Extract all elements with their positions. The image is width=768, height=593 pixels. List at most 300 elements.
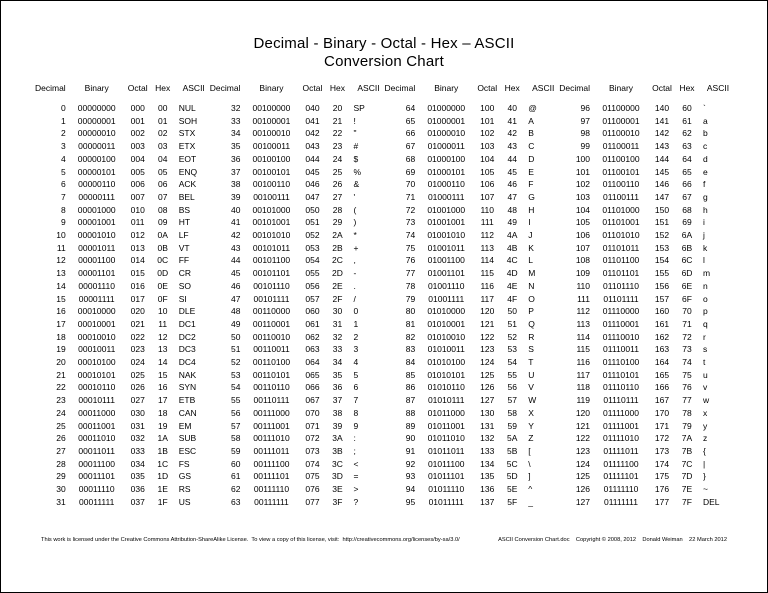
- ascii-cell: %: [353, 166, 362, 177]
- octal-cell: 173: [654, 445, 670, 456]
- chart-row: [385, 343, 559, 356]
- ascii-cell: 5: [353, 369, 359, 380]
- ascii-cell: A: [528, 115, 534, 126]
- chart-row: [559, 102, 733, 115]
- chart-row: [210, 140, 384, 153]
- ascii-cell: `: [703, 103, 706, 113]
- decimal-cell: 58: [231, 433, 241, 444]
- decimal-cell: 62: [231, 484, 241, 495]
- chart-row: [385, 356, 559, 369]
- binary-cell: 01100101: [602, 166, 640, 177]
- octal-cell: 111: [480, 217, 494, 228]
- decimal-cell: 47: [231, 293, 241, 304]
- decimal-cell: 88: [405, 407, 416, 418]
- chart-row: [35, 242, 209, 255]
- ascii-cell: ESC: [178, 445, 197, 456]
- hex-cell: 69: [682, 217, 692, 228]
- hex-cell: 4A: [507, 230, 518, 241]
- chart-row: [559, 293, 733, 306]
- binary-cell: 01101000: [602, 204, 640, 215]
- chart-row: [385, 242, 559, 255]
- ascii-cell: p: [703, 306, 708, 317]
- hex-cell: 19: [157, 420, 168, 431]
- decimal-cell: 117: [576, 369, 590, 380]
- binary-cell: 01111000: [603, 407, 639, 418]
- ascii-cell: i: [703, 217, 705, 228]
- binary-cell: 01000010: [427, 128, 466, 139]
- decimal-cell: 66: [405, 128, 416, 139]
- octal-cell: 070: [305, 407, 320, 418]
- hex-cell: 1A: [157, 433, 168, 444]
- chart-row: [385, 394, 559, 407]
- chart-row: [35, 140, 209, 153]
- chart-row: [210, 381, 384, 394]
- hex-cell: 31: [332, 318, 343, 329]
- chart-row: [35, 420, 209, 433]
- hex-cell: 59: [507, 420, 517, 431]
- ascii-cell: X: [528, 407, 534, 418]
- ascii-cell: ETX: [178, 141, 196, 152]
- hex-cell: 50: [507, 306, 517, 317]
- hex-cell: 49: [507, 217, 517, 228]
- chart-row: [559, 140, 733, 153]
- chart-group-64-95: [385, 83, 559, 509]
- hex-cell: 05: [157, 166, 168, 177]
- octal-cell: 165: [654, 369, 670, 380]
- chart-row: [35, 204, 209, 217]
- col-header-octal: Octal: [302, 83, 323, 93]
- decimal-cell: 20: [56, 357, 66, 368]
- decimal-cell: 45: [231, 268, 241, 279]
- chart-row: [559, 254, 733, 267]
- decimal-cell: 114: [576, 331, 590, 342]
- ascii-cell: EOT: [178, 153, 197, 164]
- decimal-cell: 102: [575, 179, 590, 190]
- decimal-cell: 126: [575, 484, 590, 495]
- binary-cell: 01001001: [427, 217, 466, 228]
- decimal-cell: 21: [56, 369, 66, 380]
- binary-cell: 00010001: [77, 318, 116, 329]
- binary-cell: 01110101: [602, 369, 640, 380]
- decimal-cell: 15: [56, 293, 66, 304]
- ascii-cell: J: [528, 230, 533, 241]
- chart-row: [559, 153, 733, 166]
- binary-cell: 00111101: [253, 471, 290, 482]
- hex-cell: 16: [157, 382, 168, 393]
- octal-cell: 103: [480, 141, 495, 152]
- octal-cell: 136: [480, 484, 495, 495]
- decimal-cell: 5: [60, 166, 66, 177]
- chart-row: [210, 496, 384, 509]
- binary-cell: 01111100: [603, 458, 639, 469]
- ascii-cell: a: [703, 115, 708, 126]
- octal-cell: 052: [305, 230, 320, 241]
- chart-row: [559, 280, 733, 293]
- chart-row: [35, 102, 209, 115]
- octal-cell: 145: [654, 166, 670, 177]
- ascii-cell: DLE: [178, 306, 196, 317]
- octal-cell: 027: [130, 395, 145, 406]
- binary-cell: 00101001: [252, 217, 291, 228]
- octal-cell: 041: [305, 115, 320, 126]
- hex-cell: 29: [332, 217, 343, 228]
- decimal-cell: 123: [575, 445, 590, 456]
- octal-cell: 016: [130, 280, 145, 291]
- chart-row: [35, 470, 209, 483]
- octal-cell: 021: [130, 318, 145, 329]
- ascii-cell: BEL: [178, 191, 195, 202]
- ascii-cell: STX: [178, 128, 196, 139]
- octal-cell: 163: [654, 344, 670, 355]
- octal-cell: 120: [480, 306, 495, 317]
- ascii-cell: ETB: [178, 395, 196, 406]
- chart-row: [559, 483, 733, 496]
- decimal-cell: 31: [56, 496, 66, 507]
- decimal-cell: 41: [231, 217, 241, 228]
- hex-cell: 1D: [157, 471, 169, 482]
- octal-cell: 102: [480, 128, 495, 139]
- hex-cell: 21: [332, 115, 343, 126]
- chart-row: [559, 166, 733, 179]
- chart-row: [385, 432, 559, 445]
- hex-cell: 48: [507, 204, 517, 215]
- decimal-cell: 49: [231, 318, 241, 329]
- col-header-octal: Octal: [127, 83, 148, 93]
- chart-row: [210, 178, 384, 191]
- octal-cell: 126: [480, 382, 495, 393]
- decimal-cell: 81: [405, 318, 416, 329]
- binary-cell: 01010101: [427, 369, 466, 380]
- hex-cell: 03: [157, 141, 168, 152]
- chart-row: [35, 331, 209, 344]
- hex-cell: 60: [682, 103, 692, 113]
- chart-row: [35, 153, 209, 166]
- binary-cell: 01111010: [603, 433, 639, 444]
- chart-row: [385, 140, 559, 153]
- decimal-cell: 67: [405, 141, 416, 152]
- ascii-cell: ,: [353, 255, 356, 266]
- binary-cell: 01101010: [602, 230, 640, 241]
- chart-row: [210, 432, 384, 445]
- octal-cell: 006: [130, 179, 145, 190]
- chart-row: [35, 178, 209, 191]
- chart-row: [210, 407, 384, 420]
- decimal-cell: 34: [231, 128, 241, 139]
- octal-cell: 174: [654, 458, 670, 469]
- binary-cell: 00011011: [78, 445, 115, 456]
- chart-row: [559, 305, 733, 318]
- hex-cell: 06: [157, 179, 168, 190]
- decimal-cell: 70: [405, 179, 416, 190]
- hex-cell: 78: [682, 407, 692, 418]
- binary-cell: 00010100: [77, 357, 116, 368]
- binary-cell: 00100100: [252, 153, 291, 164]
- decimal-cell: 73: [405, 217, 416, 228]
- octal-cell: 077: [305, 496, 320, 507]
- chart-row: [210, 343, 384, 356]
- binary-cell: 01000110: [427, 179, 465, 190]
- ascii-cell: G: [528, 191, 535, 202]
- hex-cell: 1E: [157, 484, 168, 495]
- decimal-cell: 97: [580, 115, 590, 126]
- ascii-cell: 3: [353, 344, 359, 355]
- binary-cell: 01011001: [427, 420, 465, 431]
- ascii-cell: *: [353, 230, 357, 241]
- hex-cell: 0B: [157, 242, 168, 253]
- hex-cell: 46: [507, 179, 517, 190]
- decimal-cell: 78: [405, 280, 416, 291]
- hex-cell: 1C: [157, 458, 169, 469]
- binary-cell: 00000100: [77, 153, 116, 164]
- decimal-cell: 116: [576, 357, 590, 368]
- octal-cell: 040: [305, 103, 320, 113]
- binary-cell: 00100110: [252, 179, 291, 190]
- octal-cell: 152: [654, 230, 670, 241]
- decimal-cell: 109: [575, 268, 590, 279]
- octal-cell: 010: [130, 204, 145, 215]
- ascii-cell: FS: [178, 458, 190, 469]
- binary-cell: 00110001: [252, 318, 291, 329]
- hex-cell: 6D: [681, 268, 693, 279]
- hex-cell: 7D: [681, 471, 693, 482]
- octal-cell: 160: [654, 306, 670, 317]
- ascii-cell: 0: [353, 306, 359, 317]
- octal-cell: 170: [654, 407, 670, 418]
- ascii-cell: DC2: [178, 331, 196, 342]
- ascii-cell: E: [528, 166, 534, 177]
- decimal-cell: 46: [231, 280, 241, 291]
- octal-cell: 122: [480, 331, 495, 342]
- title-line-2: Conversion Chart: [324, 53, 444, 70]
- chart-row: [559, 343, 733, 356]
- hex-cell: 73: [682, 344, 692, 355]
- col-header-decimal: Decimal: [384, 83, 416, 93]
- ascii-cell: SYN: [178, 382, 197, 393]
- ascii-cell: ]: [528, 471, 531, 482]
- decimal-cell: 10: [56, 230, 66, 241]
- decimal-cell: 106: [575, 230, 590, 241]
- decimal-cell: 93: [405, 471, 416, 482]
- octal-cell: 121: [480, 318, 495, 329]
- ascii-cell: d: [703, 153, 708, 164]
- decimal-cell: 65: [405, 115, 416, 126]
- binary-cell: 01001010: [427, 230, 466, 241]
- hex-cell: 79: [682, 420, 692, 431]
- octal-cell: 073: [305, 445, 320, 456]
- hex-cell: 7E: [681, 484, 693, 495]
- hex-cell: 70: [682, 306, 692, 317]
- ascii-cell: |: [703, 458, 706, 469]
- octal-cell: 135: [480, 471, 495, 482]
- chart-row: [559, 216, 733, 229]
- octal-cell: 142: [654, 128, 670, 139]
- decimal-cell: 60: [231, 458, 241, 469]
- chart-row: [210, 166, 384, 179]
- ascii-cell: 1: [353, 318, 359, 329]
- hex-cell: 64: [682, 153, 692, 164]
- ascii-cell: @: [528, 103, 537, 113]
- chart-group-32-63: [210, 83, 384, 509]
- ascii-cell: O: [528, 293, 535, 304]
- chart-row: [559, 407, 733, 420]
- hex-cell: 2E: [332, 280, 343, 291]
- decimal-cell: 24: [56, 407, 66, 418]
- ascii-cell: H: [528, 204, 535, 215]
- ascii-cell: h: [703, 204, 708, 215]
- ascii-cell: I: [528, 217, 531, 228]
- octal-cell: 075: [305, 471, 320, 482]
- ascii-cell: +: [353, 242, 359, 253]
- decimal-cell: 76: [405, 255, 416, 266]
- hex-cell: 41: [507, 115, 517, 126]
- octal-cell: 005: [130, 166, 145, 177]
- octal-cell: 036: [130, 484, 145, 495]
- ascii-cell: .: [353, 280, 356, 291]
- binary-cell: 01101001: [602, 217, 640, 228]
- octal-cell: 035: [130, 471, 145, 482]
- decimal-cell: 9: [60, 217, 66, 228]
- chart-row: [35, 115, 209, 128]
- octal-cell: 042: [305, 128, 320, 139]
- hex-cell: 4E: [507, 280, 518, 291]
- hex-cell: 47: [507, 191, 517, 202]
- hex-cell: 35: [332, 369, 343, 380]
- binary-cell: 01011100: [427, 458, 465, 469]
- chart-row: [559, 381, 733, 394]
- decimal-cell: 50: [231, 331, 241, 342]
- chart-row: [385, 445, 559, 458]
- ascii-cell: n: [703, 280, 708, 291]
- ascii-cell: SP: [353, 103, 365, 113]
- binary-cell: 01110010: [602, 331, 640, 342]
- octal-cell: 001: [130, 115, 145, 126]
- octal-cell: 131: [480, 420, 495, 431]
- binary-cell: 01000000: [427, 103, 466, 113]
- hex-cell: 71: [682, 318, 692, 329]
- hex-cell: 24: [332, 153, 343, 164]
- ascii-cell: x: [703, 407, 708, 418]
- decimal-cell: 3: [60, 141, 66, 152]
- chart-row: [385, 216, 559, 229]
- binary-cell: 00111100: [253, 458, 290, 469]
- decimal-cell: 61: [231, 471, 241, 482]
- binary-cell: 00100010: [252, 128, 291, 139]
- binary-cell: 01000101: [427, 166, 466, 177]
- ascii-cell: w: [703, 395, 710, 406]
- ascii-cell: >: [353, 484, 359, 495]
- hex-cell: 44: [507, 153, 517, 164]
- binary-cell: 00001100: [78, 255, 116, 266]
- hex-cell: 10: [157, 306, 168, 317]
- decimal-cell: 105: [575, 217, 590, 228]
- ascii-cell: RS: [178, 484, 191, 495]
- decimal-cell: 83: [405, 344, 416, 355]
- decimal-cell: 122: [575, 433, 590, 444]
- hex-cell: 11: [158, 318, 168, 329]
- ascii-cell: CAN: [178, 407, 197, 418]
- binary-cell: 00110100: [252, 357, 291, 368]
- hex-cell: 33: [332, 344, 343, 355]
- octal-cell: 007: [130, 191, 145, 202]
- chart-row: [385, 293, 559, 306]
- octal-cell: 132: [480, 433, 495, 444]
- hex-cell: 4D: [506, 268, 518, 279]
- hex-cell: 68: [682, 204, 692, 215]
- decimal-cell: 77: [405, 268, 416, 279]
- decimal-cell: 87: [405, 395, 416, 406]
- octal-cell: 054: [305, 255, 320, 266]
- decimal-cell: 115: [576, 344, 590, 355]
- decimal-cell: 25: [56, 420, 66, 431]
- binary-cell: 01100000: [602, 103, 640, 113]
- octal-cell: 177: [654, 496, 670, 507]
- chart-row: [35, 305, 209, 318]
- binary-cell: 00100111: [253, 191, 290, 202]
- octal-cell: 051: [305, 217, 320, 228]
- ascii-cell: 7: [353, 395, 359, 406]
- binary-cell: 01100100: [602, 153, 640, 164]
- binary-cell: 00000011: [78, 141, 116, 152]
- octal-cell: 017: [130, 293, 145, 304]
- octal-cell: 023: [130, 344, 145, 355]
- decimal-cell: 64: [405, 103, 416, 113]
- chart-row: [35, 166, 209, 179]
- chart-row: [35, 267, 209, 280]
- octal-cell: 055: [305, 268, 320, 279]
- binary-cell: 00001101: [78, 268, 116, 279]
- octal-cell: 061: [305, 318, 320, 329]
- binary-cell: 00111000: [253, 407, 290, 418]
- octal-cell: 130: [480, 407, 495, 418]
- chart-row: [35, 483, 209, 496]
- col-header-decimal: Decimal: [209, 83, 241, 93]
- binary-cell: 00010010: [77, 331, 116, 342]
- binary-cell: 00100001: [252, 115, 291, 126]
- hex-cell: 72: [682, 331, 692, 342]
- binary-cell: 01011111: [428, 496, 464, 507]
- hex-cell: 3A: [332, 433, 343, 444]
- binary-cell: 01111110: [603, 484, 639, 495]
- decimal-cell: 54: [231, 382, 241, 393]
- ascii-cell: NAK: [178, 369, 197, 380]
- hex-cell: 17: [157, 395, 168, 406]
- ascii-cell: S: [528, 344, 534, 355]
- chart-row: [385, 331, 559, 344]
- binary-cell: 01011110: [428, 484, 465, 495]
- octal-cell: 015: [130, 268, 145, 279]
- decimal-cell: 6: [60, 179, 66, 190]
- col-header-octal: Octal: [477, 83, 498, 93]
- chart-row: [35, 381, 209, 394]
- octal-cell: 037: [130, 496, 145, 507]
- hex-cell: 51: [507, 318, 517, 329]
- decimal-cell: 44: [231, 255, 241, 266]
- binary-cell: 00100101: [252, 166, 291, 177]
- octal-cell: 104: [480, 153, 495, 164]
- chart-row: [559, 432, 733, 445]
- octal-cell: 046: [305, 179, 320, 190]
- chart-row: [210, 254, 384, 267]
- ascii-cell: BS: [178, 204, 191, 215]
- ascii-cell: W: [528, 395, 537, 406]
- octal-cell: 025: [130, 369, 145, 380]
- decimal-cell: 111: [577, 293, 590, 304]
- binary-cell: 01100010: [602, 128, 640, 139]
- decimal-cell: 112: [576, 306, 590, 317]
- binary-cell: 00011110: [78, 484, 115, 495]
- ascii-cell: D: [528, 153, 535, 164]
- octal-cell: 065: [305, 369, 320, 380]
